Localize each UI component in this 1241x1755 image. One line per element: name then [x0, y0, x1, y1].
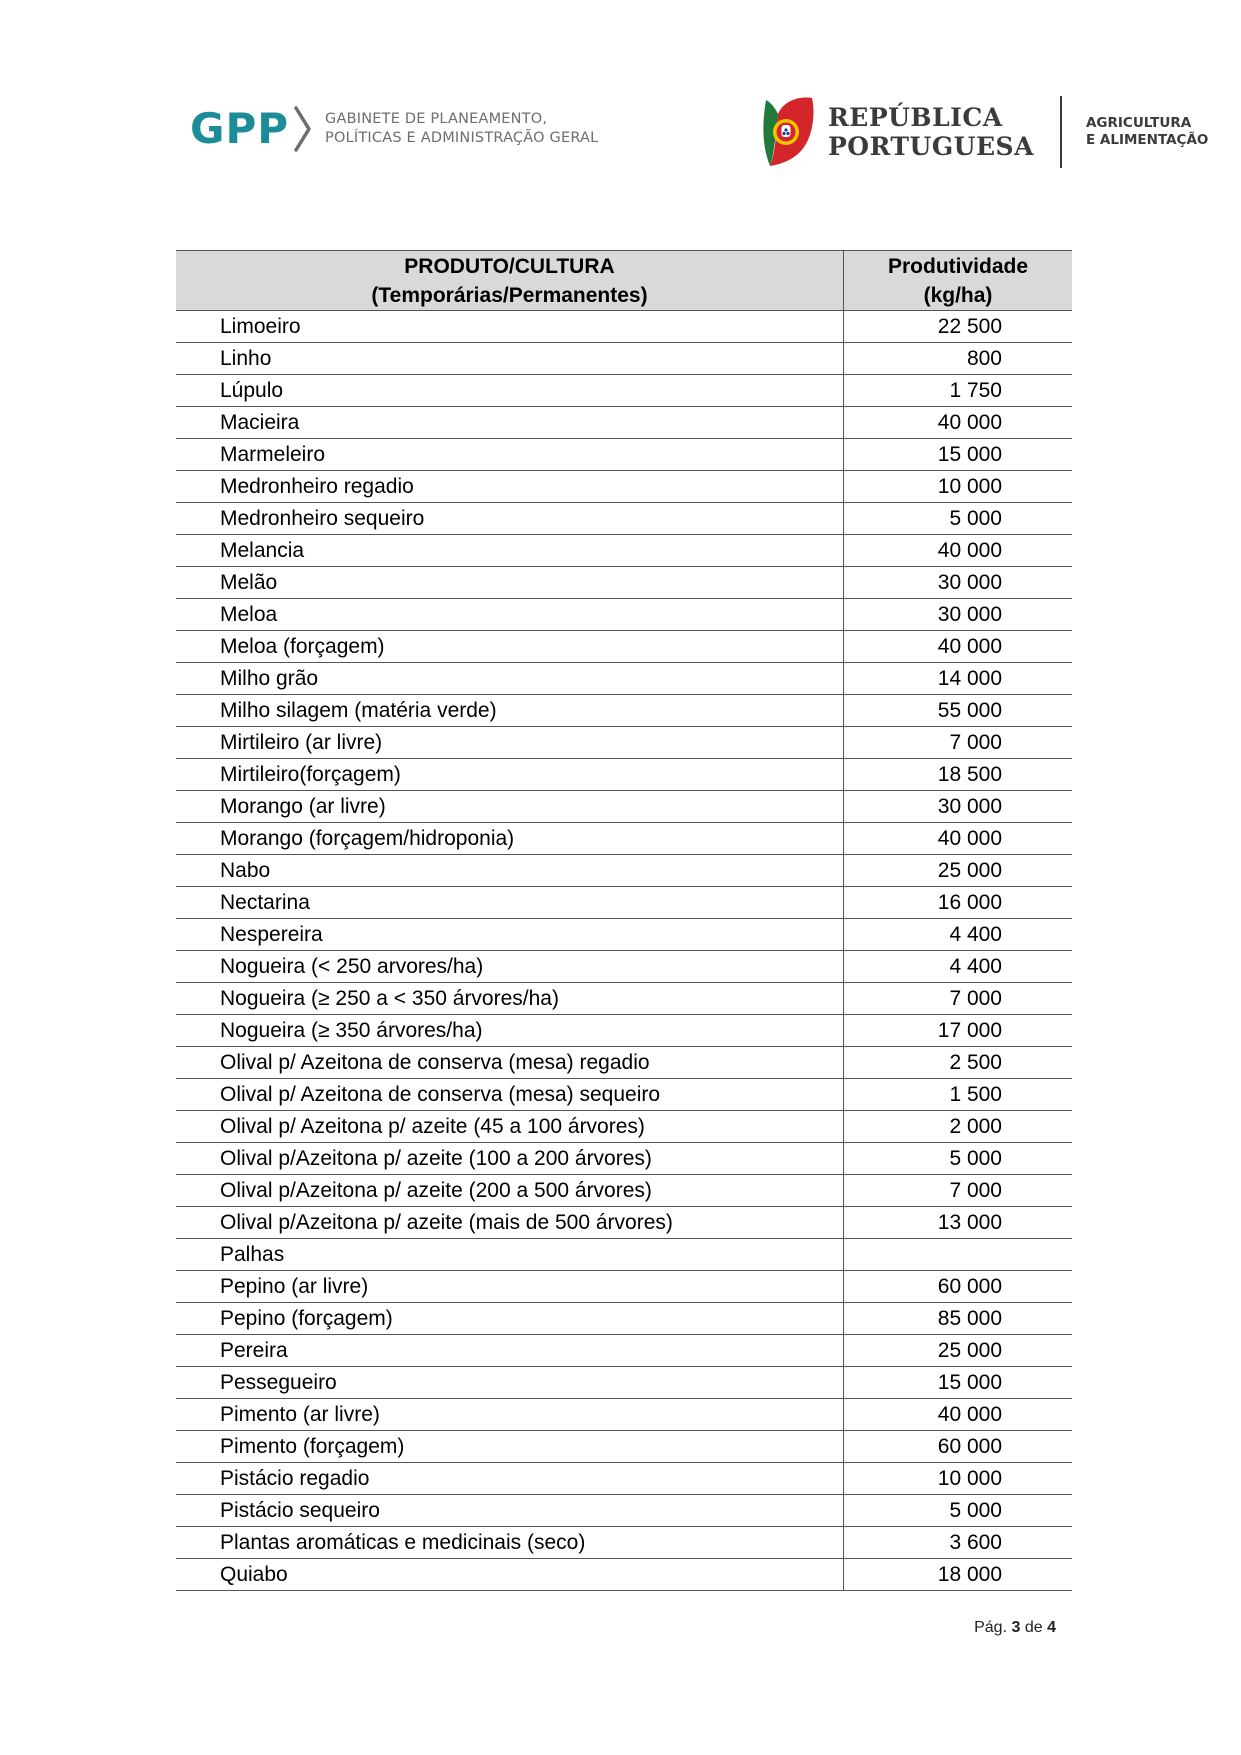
productivity-value-cell: 7 000 [844, 983, 1073, 1015]
table-row [176, 823, 1072, 855]
table-row [176, 1527, 1072, 1559]
table-row [176, 1303, 1072, 1335]
product-name-cell: Olival p/ Azeitona de conserva (mesa) regadio [176, 1047, 844, 1079]
table-row [176, 311, 1072, 343]
product-name-cell: Melão [176, 567, 844, 599]
page-prefix: Pág. [974, 1619, 1008, 1636]
table-row [176, 759, 1072, 791]
current-page: 3 [1011, 1619, 1021, 1636]
productivity-value-cell: 2 000 [844, 1111, 1073, 1143]
table-row [176, 1495, 1072, 1527]
productivity-value-cell: 4 400 [844, 951, 1073, 983]
table-row [176, 983, 1072, 1015]
productivity-value-cell: 17 000 [844, 1015, 1073, 1047]
table-row [176, 695, 1072, 727]
product-name-cell: Palhas [176, 1239, 844, 1271]
header-divider [1060, 96, 1062, 168]
product-name-cell: Plantas aromáticas e medicinais (seco) [176, 1527, 844, 1559]
product-name-cell: Nogueira (≥ 350 árvores/ha) [176, 1015, 844, 1047]
productivity-value-cell: 40 000 [844, 1399, 1073, 1431]
rp-line-2: PORTUGUESA [828, 132, 1034, 161]
table-row [176, 407, 1072, 439]
product-name-cell: Lúpulo [176, 375, 844, 407]
table-row [176, 439, 1072, 471]
product-name-cell: Pistácio sequeiro [176, 1495, 844, 1527]
table-row [176, 599, 1072, 631]
table-row [176, 535, 1072, 567]
productivity-value-cell: 7 000 [844, 1175, 1073, 1207]
productivity-value-cell: 10 000 [844, 471, 1073, 503]
productivity-value-cell: 25 000 [844, 1335, 1073, 1367]
product-name-cell: Nabo [176, 855, 844, 887]
page-of: de [1024, 1619, 1043, 1636]
productivity-value-cell: 30 000 [844, 791, 1073, 823]
ministry-name [1086, 115, 1208, 149]
productivity-value-cell: 40 000 [844, 407, 1073, 439]
productivity-value-cell: 18 000 [844, 1559, 1073, 1591]
product-name-cell: Pimento (forçagem) [176, 1431, 844, 1463]
gpp-organization-name [325, 110, 598, 148]
table-row [176, 343, 1072, 375]
product-name-cell: Macieira [176, 407, 844, 439]
product-name-cell: Morango (ar livre) [176, 791, 844, 823]
productivity-value-cell: 14 000 [844, 663, 1073, 695]
table-row [176, 855, 1072, 887]
product-name-cell: Linho [176, 343, 844, 375]
table-row [176, 663, 1072, 695]
productivity-value-cell: 1 750 [844, 375, 1073, 407]
table-row [176, 1431, 1072, 1463]
product-name-cell: Pepino (ar livre) [176, 1271, 844, 1303]
table-row [176, 471, 1072, 503]
page-number [974, 1619, 1056, 1637]
table-row [176, 1175, 1072, 1207]
table-row [176, 375, 1072, 407]
table-row [176, 1271, 1072, 1303]
total-pages: 4 [1047, 1619, 1056, 1636]
product-name-cell: Pimento (ar livre) [176, 1399, 844, 1431]
product-name-cell: Olival p/ Azeitona de conserva (mesa) sequeiro [176, 1079, 844, 1111]
product-name-cell: Meloa [176, 599, 844, 631]
table-row [176, 567, 1072, 599]
product-name-cell: Pepino (forçagem) [176, 1303, 844, 1335]
table-row [176, 1239, 1072, 1271]
productivity-value-cell: 7 000 [844, 727, 1073, 759]
table-row [176, 1207, 1072, 1239]
gpp-logo [190, 104, 598, 154]
product-name-cell: Quiabo [176, 1559, 844, 1591]
productivity-value-cell: 22 500 [844, 311, 1073, 343]
productivity-value-cell: 800 [844, 343, 1073, 375]
productivity-value-cell: 40 000 [844, 823, 1073, 855]
table-row [176, 1463, 1072, 1495]
table-row [176, 791, 1072, 823]
table-row [176, 1015, 1072, 1047]
table-row [176, 951, 1072, 983]
republica-portuguesa-title [828, 103, 1034, 161]
table-row [176, 887, 1072, 919]
product-name-cell: Mirtileiro(forçagem) [176, 759, 844, 791]
table-row [176, 1047, 1072, 1079]
table-row [176, 1111, 1072, 1143]
gpp-line-1: GABINETE DE PLANEAMENTO, [325, 111, 548, 127]
column-header-product [176, 251, 844, 311]
table-body [176, 311, 1072, 1591]
chevron-right-icon [293, 106, 313, 152]
column-header-productivity-line-1: Produtividade [887, 255, 1029, 278]
productivity-value-cell: 5 000 [844, 1495, 1073, 1527]
productivity-value-cell: 40 000 [844, 631, 1073, 663]
productivity-value-cell: 15 000 [844, 1367, 1073, 1399]
product-name-cell: Olival p/Azeitona p/ azeite (200 a 500 árvores) [176, 1175, 844, 1207]
table-row [176, 1399, 1072, 1431]
productivity-value-cell: 30 000 [844, 567, 1073, 599]
productivity-value-cell: 2 500 [844, 1047, 1073, 1079]
product-name-cell: Nectarina [176, 887, 844, 919]
productivity-value-cell: 3 600 [844, 1527, 1073, 1559]
table-row [176, 1559, 1072, 1591]
product-name-cell: Meloa (forçagem) [176, 631, 844, 663]
productivity-value-cell: 30 000 [844, 599, 1073, 631]
productivity-value-cell: 13 000 [844, 1207, 1073, 1239]
productivity-value-cell: 55 000 [844, 695, 1073, 727]
product-name-cell: Olival p/Azeitona p/ azeite (100 a 200 árvores) [176, 1143, 844, 1175]
product-name-cell: Olival p/Azeitona p/ azeite (mais de 500 árvores) [176, 1207, 844, 1239]
table-row [176, 1143, 1072, 1175]
productivity-value-cell: 25 000 [844, 855, 1073, 887]
gpp-line-2: POLÍTICAS E ADMINISTRAÇÃO GERAL [325, 130, 599, 146]
product-name-cell: Nogueira (< 250 arvores/ha) [176, 951, 844, 983]
productivity-value-cell: 4 400 [844, 919, 1073, 951]
column-header-product-line-2: (Temporárias/Permanentes) [371, 284, 648, 307]
product-name-cell: Medronheiro regadio [176, 471, 844, 503]
table-row [176, 631, 1072, 663]
table-row [176, 1367, 1072, 1399]
table-row [176, 503, 1072, 535]
ministry-line-1: AGRICULTURA [1085, 115, 1192, 131]
column-header-productivity-line-2: (kg/ha) [923, 284, 993, 307]
product-name-cell: Nogueira (≥ 250 a < 350 árvores/ha) [176, 983, 844, 1015]
product-name-cell: Pessegueiro [176, 1367, 844, 1399]
column-header-productivity [844, 251, 1073, 311]
productivity-value-cell: 60 000 [844, 1431, 1073, 1463]
product-name-cell: Pistácio regadio [176, 1463, 844, 1495]
product-name-cell: Limoeiro [176, 311, 844, 343]
product-name-cell: Morango (forçagem/hidroponia) [176, 823, 844, 855]
product-name-cell: Milho silagem (matéria verde) [176, 695, 844, 727]
productivity-value-cell: 18 500 [844, 759, 1073, 791]
table-row [176, 919, 1072, 951]
ministry-line-2: E ALIMENTAÇÃO [1085, 132, 1209, 148]
productivity-value-cell: 60 000 [844, 1271, 1073, 1303]
productivity-value-cell: 10 000 [844, 1463, 1073, 1495]
productivity-value-cell: 1 500 [844, 1079, 1073, 1111]
product-name-cell: Milho grão [176, 663, 844, 695]
product-name-cell: Medronheiro sequeiro [176, 503, 844, 535]
gpp-logo-word: GPP [190, 104, 290, 153]
table-header-row [176, 251, 1072, 311]
productivity-table [176, 250, 1072, 1591]
portuguese-flag-emblem-icon [760, 94, 816, 170]
column-header-product-line-1: PRODUTO/CULTURA [404, 255, 615, 278]
republica-portuguesa-logo [760, 92, 1208, 172]
product-name-cell: Marmeleiro [176, 439, 844, 471]
productivity-value-cell: 85 000 [844, 1303, 1073, 1335]
product-name-cell: Pereira [176, 1335, 844, 1367]
productivity-value-cell: 16 000 [844, 887, 1073, 919]
productivity-value-cell [844, 1239, 1073, 1271]
product-name-cell: Nespereira [176, 919, 844, 951]
table-row [176, 1079, 1072, 1111]
product-name-cell: Melancia [176, 535, 844, 567]
productivity-value-cell: 5 000 [844, 1143, 1073, 1175]
table-row [176, 1335, 1072, 1367]
product-name-cell: Olival p/ Azeitona p/ azeite (45 a 100 árvores) [176, 1111, 844, 1143]
rp-line-1: REPÚBLICA [828, 103, 1003, 132]
productivity-value-cell: 5 000 [844, 503, 1073, 535]
product-name-cell: Mirtileiro (ar livre) [176, 727, 844, 759]
table-row [176, 727, 1072, 759]
productivity-value-cell: 15 000 [844, 439, 1073, 471]
productivity-value-cell: 40 000 [844, 535, 1073, 567]
